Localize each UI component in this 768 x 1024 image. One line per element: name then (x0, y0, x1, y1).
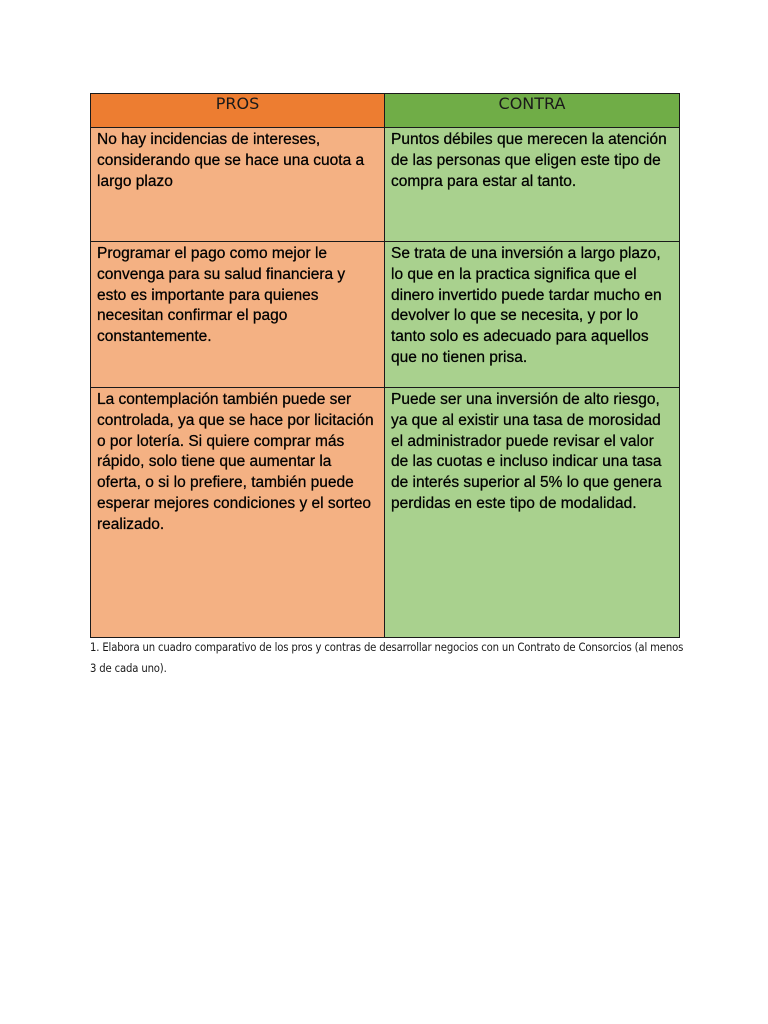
contra-cell-3 (385, 388, 680, 638)
table-row (91, 128, 680, 242)
pros-text-1: No hay incidencias de intereses, considerando que se hace una cuota a largo plazo (97, 131, 365, 190)
contra-text-1: Puntos débiles que merecen la atención de las personas que eligen este tipo de compra para estar al tanto. (391, 131, 667, 190)
pros-text-2: Programar el pago como mejor le convenga para su salud financiera y esto es importante para quienes necesitan confirmar el pago constantemente. (97, 245, 346, 346)
contra-text-3: Puede ser una inversión de alto riesgo, ya que al existir una tasa de morosidad el administrador puede revisar el valor de las cuotas e incluso indicar una tasa de interés superior al 5% lo que genera perdidas en este tipo de modalidad. (391, 391, 662, 512)
pros-text-3: La contemplación también puede ser controlada, ya que se hace por licitación o por lotería. Si quiere comprar más rápido, solo tiene que aumentar la oferta, o si lo prefiere, también puede esperar mejores condiciones y el sorteo realizado. (97, 391, 374, 533)
table-row (91, 388, 680, 638)
table-header-row (91, 94, 680, 128)
contra-cell-2 (385, 242, 680, 388)
contra-header: CONTRA (385, 94, 680, 128)
pros-cell-1 (91, 128, 385, 242)
pros-cell-2 (91, 242, 385, 388)
table-row (91, 242, 680, 388)
comparison-table (90, 93, 680, 638)
contra-cell-1 (385, 128, 680, 242)
contra-text-2: Se trata de una inversión a largo plazo, lo que en la practica significa que el dinero invertido puede tardar mucho en devolver lo que se necesita, y por lo tanto solo es adecuado para aquellos que no tienen prisa. (391, 245, 662, 366)
instruction-caption: 1. Elabora un cuadro comparativo de los pros y contras de desarrollar negocios con un Contrato de Consorcios (al menos 3 de cada uno). (90, 641, 684, 675)
pros-cell-3 (91, 388, 385, 638)
pros-header: PROS (91, 94, 385, 128)
